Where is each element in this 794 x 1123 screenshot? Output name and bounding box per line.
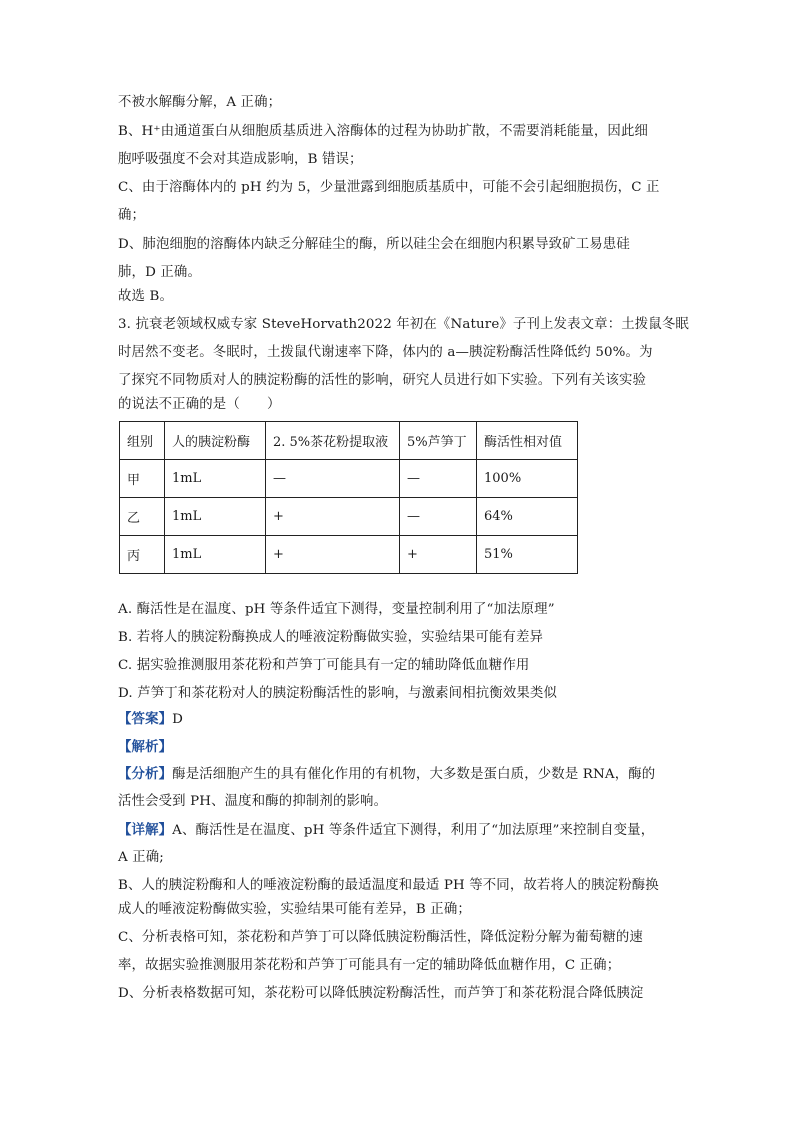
fenxi-text: 酶是活细胞产生的具有催化作用的有机物，大多数是蛋白质，少数是 RNA，酶的 [172,767,656,782]
fenxi-line [118,765,655,784]
text-line: 活性会受到 PH、温度和酶的抑制剂的影响。 [118,794,388,809]
option-c: C. 据实验推测服用茶花粉和芦笋丁可能具有一定的辅助降低血糖作用 [118,658,530,673]
text-line: A 正确; [118,850,164,865]
text-line: C、由于溶酶体内的 pH 约为 5，少量泄露到细胞质基质中，可能不会引起细胞损伤，C 正 [118,180,660,195]
text-line: 肺，D 正确。 [118,265,201,280]
analysis-tag: 【解析】 [118,739,173,755]
table-header-cell: 2. 5%茶花粉提取液 [266,422,400,460]
table-cell: — [266,460,400,498]
table-cell: 1mL [165,536,266,574]
question-stem: 3. 抗衰老领域权威专家 SteveHorvath2022 年初在《Nature》子刊上发表文章：土拨鼠冬眠 [118,317,689,332]
table-cell: 乙 [120,498,165,536]
table-cell: 丙 [120,536,165,574]
table-cell: 甲 [120,460,165,498]
text-line: 故选 B。 [118,289,174,304]
text-line: 不被水解酶分解，A 正确； [118,95,282,110]
text-line: B、H⁺由通道蛋白从细胞质基质进入溶酶体的过程为协助扩散，不需要消耗能量，因此细 [118,124,649,139]
text-line: 成人的唾液淀粉酶做实验，实验结果可能有差异，B 正确； [118,902,471,917]
table-cell: 100% [477,460,578,498]
option-a: A. 酶活性是在温度、pH 等条件适宜下测得，变量控制利用了“加法原理” [118,602,555,617]
table-header-row [120,422,578,460]
table-header-cell: 酶活性相对值 [477,422,578,460]
fenxi-tag: 【分析】 [118,766,173,782]
question-stem: 时居然不变老。冬眠时，土拨鼠代谢速率下降，体内的 a—胰淀粉酶活性降低约 50%。为 [118,345,653,360]
option-b: B. 若将人的胰淀粉酶换成人的唾液淀粉酶做实验，实验结果可能有差异 [118,630,544,645]
text-line: 胞呼吸强度不会对其造成影响，B 错误； [118,152,363,167]
table-cell: 64% [477,498,578,536]
table-cell: — [400,498,477,536]
option-d: D. 芦笋丁和茶花粉对人的胰淀粉酶活性的影响，与激素间相抗衡效果类似 [118,686,557,701]
answer-tag: 【答案】 [118,711,173,727]
table-row [120,460,578,498]
table-cell: — [400,460,477,498]
answer-value: D [172,712,184,727]
table-cell: + [266,498,400,536]
text-line: B、人的胰淀粉酶和人的唾液淀粉酶的最适温度和最适 PH 等不同，故若将人的胰淀粉酶换 [118,878,659,893]
table-cell: + [266,536,400,574]
analysis-heading [118,738,172,757]
text-line: D、肺泡细胞的溶酶体内缺乏分解硅尘的酶，所以硅尘会在细胞内积累导致矿工易患硅 [118,237,630,252]
table-cell: 51% [477,536,578,574]
table-cell: 1mL [165,498,266,536]
table-row [120,536,578,574]
question-stem: 了探究不同物质对人的胰淀粉酶的活性的影响，研究人员进行如下实验。下列有关该实验 [118,373,647,388]
table-cell: 1mL [165,460,266,498]
xiangjie-line [118,821,654,840]
table-header-cell: 5%芦笋丁 [400,422,477,460]
xiangjie-text: A、酶活性是在温度、pH 等条件适宜下测得，利用了“加法原理”来控制自变量， [172,823,655,838]
text-line: 率，故据实验推测服用茶花粉和芦笋丁可能具有一定的辅助降低血糖作用，C 正确； [118,958,621,973]
question-stem: 的说法不正确的是（ ） [118,397,281,412]
text-line: 确； [118,208,146,223]
table-header-cell: 组别 [120,422,165,460]
xiangjie-tag: 【详解】 [118,822,173,838]
table-cell: + [400,536,477,574]
experiment-table [119,421,578,574]
text-line: D、分析表格数据可知，茶花粉可以降低胰淀粉酶活性，而芦笋丁和茶花粉混合降低胰淀 [118,986,644,1001]
table-row [120,498,578,536]
answer-line [118,710,183,729]
text-line: C、分析表格可知，茶花粉和芦笋丁可以降低胰淀粉酶活性，降低淀粉分解为葡萄糖的速 [118,930,643,945]
table-header-cell: 人的胰淀粉酶 [165,422,266,460]
